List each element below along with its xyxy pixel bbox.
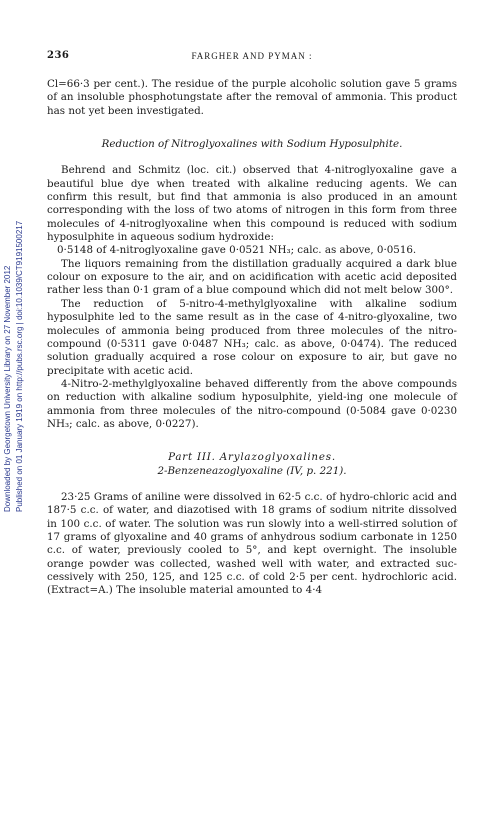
paragraph-procedure: 23·25 Grams of aniline were dissolved in 62·5 c.c. of hydro-chloric acid and 187·5 c.c. of water, and diazotised with 18 grams of sodium nitrite dissolved in 100 c.c. of water. The solution was run slowly into a well-stirred solution of 17 grams of glyoxaline and 40 grams of anhydrous sodium carbonate in 1250 c.c. of water, previously cooled to 5°, and kept overnight. The insoluble orange powder was collected, washed well with water, and extracted suc-cessively with 250, 125, and 125 c.c. of cold 2·5 per cent. hydrochloric acid. (Extract=A.) The insoluble material amounted to 4·4 xyxy=(47,490,457,597)
page-number: 236 xyxy=(47,50,70,61)
section-heading-reduction: Reduction of Nitroglyoxalines with Sodium Hyposulphite. xyxy=(101,138,403,151)
part-heading: Part III. Arylazoglyoxalines. xyxy=(168,451,336,464)
running-title: FARGHER AND PYMAN : xyxy=(191,51,313,61)
download-notice: Downloaded by Georgetown University Library on 27 November 2012 xyxy=(3,265,12,512)
paragraph-behrend: Behrend and Schmitz (loc. cit.) observed that 4-nitroglyoxaline gave a beautiful blue dye when treated with alkaline reducing agents. We can confirm this result, but find that ammonia is also produced in an amount corresponding with the loss of two atoms of nitrogen in this form from three molecules of 4-nitroglyoxaline when this compound is reduced with sodium hyposulphite in aqueous sodium hydroxide: xyxy=(47,164,457,244)
paragraph-nitro-methyl: 4-Nitro-2-methylglyoxaline behaved differently from the above compounds on reduction with alkaline sodium hyposulphite, yield-ing one molecule of ammonia from three molecules of the nitro-compound (0·5084 gave 0·0230 NH₃; calc. as above, 0·0227). xyxy=(47,377,457,430)
compound-heading: 2-Benzeneazoglyoxaline (IV, p. 221). xyxy=(157,464,347,477)
article-body xyxy=(47,78,457,598)
paragraph-continuation: Cl=66·3 per cent.). The residue of the purple alcoholic solution gave 5 grams of an insoluble phosphotungstate after the removal of ammonia. This product has not yet been investigated. xyxy=(47,78,457,117)
publication-notice: Published on 01 January 1919 on http://pubs.rsc.org | doi:10.1039/CT9191500217 xyxy=(15,220,24,512)
paragraph-liquors: The liquors remaining from the distillation gradually acquired a dark blue colour on exposure to the air, and on acidification with acetic acid deposited rather less than 0·1 gram of a blue compound which did not melt below 300°. xyxy=(47,257,457,297)
paragraph-methyl-reduction: The reduction of 5-nitro-4-methylglyoxaline with alkaline sodium hyposulphite led to the same result as in the case of 4-nitro-glyoxaline, two molecules of ammonia being produced from three molecules of the nitro-compound (0·5311 gave 0·0487 NH₃; calc. as above, 0·0474). The reduced solution gradually acquired a rose colour on exposure to air, but gave no precipitate with acetic acid. xyxy=(47,297,457,377)
analysis-line: 0·5148 of 4-nitroglyoxaline gave 0·0521 NH₃; calc. as above, 0·0516. xyxy=(57,244,417,257)
